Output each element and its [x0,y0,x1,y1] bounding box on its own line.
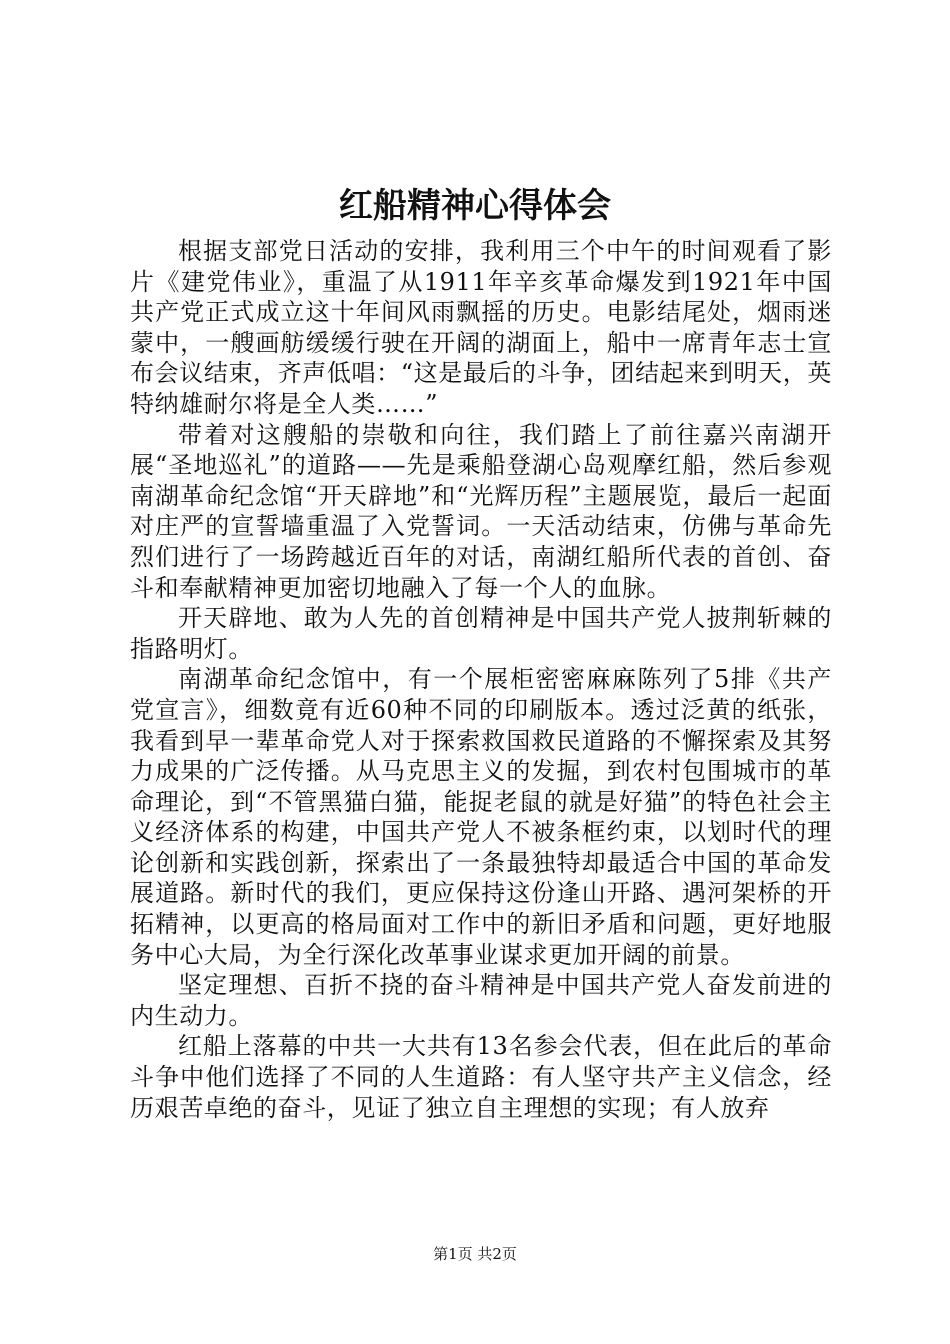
paragraph: 根据支部党日活动的安排，我利用三个中午的时间观看了影片《建党伟业》，重温了从1911年辛亥革命爆发到1921年中国共产党正式成立这十年间风雨飘摇的历史。电影结尾处，烟雨迷蒙中，一艘画舫缓缓行驶在开阔的湖面上，船中一席青年志士宣布会议结束，齐声低唱：“这是最后的斗争，团结起来到明天，英特纳雄耐尔将是全人类……” [130,237,832,418]
page-number-footer: 第1页 共2页 [433,1245,517,1263]
paragraph: 带着对这艘船的崇敬和向往，我们踏上了前往嘉兴南湖开展“圣地巡礼”的道路——先是乘船登湖心岛观摩红船，然后参观南湖革命纪念馆“开天辟地”和“光辉历程”主题展览，最后一起面对庄严的宣誓墙重温了入党誓词。一天活动结束，仿佛与革命先烈们进行了一场跨越近百年的对话，南湖红船所代表的首创、奋斗和奉献精神更加密切地融入了每一个人的血脉。 [130,420,832,602]
document-title: 红船精神心得体会 [339,186,611,226]
paragraph: 红船上落幕的中共一大共有13名参会代表，但在此后的革命斗争中他们选择了不同的人生道路：有人坚守共产主义信念，经历艰苦卓绝的奋斗，见证了独立自主理想的实现；有人放弃 [130,1032,832,1122]
paragraph: 开天辟地、敢为人先的首创精神是中国共产党人披荆斩棘的指路明灯。 [130,604,832,663]
document-body [130,236,832,1123]
paragraph: 坚定理想、百折不挠的奋斗精神是中国共产党人奋发前进的内生动力。 [130,971,832,1030]
paragraph: 南湖革命纪念馆中，有一个展柜密密麻麻陈列了5排《共产党宣言》，细数竟有近60种不同的印刷版本。透过泛黄的纸张，我看到早一辈革命党人对于探索救国救民道路的不懈探索及其努力成果的广泛传播。从马克思主义的发掘，到农村包围城市的革命理论，到“不管黑猫白猫，能捉老鼠的就是好猫”的特色社会主义经济体系的构建，中国共产党人不被条框约束，以划时代的理论创新和实践创新，探索出了一条最独特却最适合中国的革命发展道路。新时代的我们，更应保持这份逢山开路、遇河架桥的开拓精神，以更高的格局面对工作中的新旧矛盾和问题，更好地服务中心大局，为全行深化改革事业谋求更加开阔的前景。 [130,665,832,969]
